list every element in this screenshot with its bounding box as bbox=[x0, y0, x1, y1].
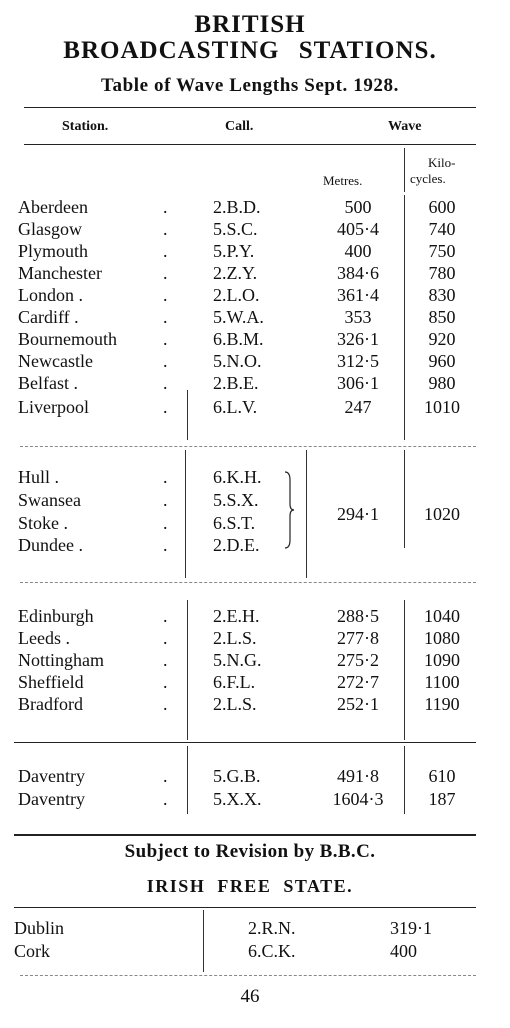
kilocycles-value: 1040 bbox=[424, 606, 460, 626]
call-sign: 6.K.H. bbox=[213, 467, 262, 487]
leader-dot: . bbox=[163, 241, 168, 261]
kilocycles-value: 1190 bbox=[424, 694, 460, 714]
table-row bbox=[0, 671, 510, 693]
metres-value: 252·1 bbox=[337, 694, 379, 714]
call-sign: 6.C.K. bbox=[248, 941, 296, 961]
leader-dot: . bbox=[163, 766, 168, 786]
table-row bbox=[0, 466, 510, 488]
station-name: Daventry bbox=[18, 789, 85, 809]
leader-dot: . bbox=[163, 513, 168, 533]
kilocycles-value: 1010 bbox=[424, 397, 460, 417]
station-name: Hull . bbox=[18, 467, 60, 487]
kilocycles-value: 960 bbox=[428, 351, 456, 371]
table-row bbox=[0, 372, 510, 394]
station-name: Manchester bbox=[18, 263, 102, 283]
metres-value: 353 bbox=[344, 307, 372, 327]
leader-dot: . bbox=[163, 397, 168, 417]
call-sign: 2.Z.Y. bbox=[213, 263, 258, 283]
kilocycles-value: 600 bbox=[428, 197, 456, 217]
irish-row bbox=[0, 940, 510, 962]
metres-value: 400 bbox=[390, 941, 417, 961]
group-separator bbox=[14, 742, 476, 743]
call-sign: 6.F.L. bbox=[213, 672, 256, 692]
kilocycles-value: 610 bbox=[428, 766, 456, 786]
group-separator bbox=[20, 582, 476, 583]
column-header-station: Station. bbox=[62, 119, 109, 134]
metres-value: 247 bbox=[344, 397, 372, 417]
table-row bbox=[0, 693, 510, 715]
metres-value: 288·5 bbox=[337, 606, 379, 626]
leader-dot: . bbox=[163, 650, 168, 670]
station-name: Sheffield bbox=[18, 672, 84, 692]
leader-dot: . bbox=[163, 285, 168, 305]
leader-dot: . bbox=[163, 490, 168, 510]
leader-dot: . bbox=[163, 467, 168, 487]
call-sign: 5.S.C. bbox=[213, 219, 258, 239]
leader-dot: . bbox=[163, 606, 168, 626]
subheader-kilocycles-line2: cycles. bbox=[410, 171, 446, 186]
table-row bbox=[0, 218, 510, 240]
subheader-kilocycles-line1: Kilo- bbox=[428, 155, 456, 170]
station-name: Nottingham bbox=[18, 650, 104, 670]
leader-dot: . bbox=[163, 219, 168, 239]
metres-value: 400 bbox=[344, 241, 372, 261]
kilocycles-value: 1100 bbox=[424, 672, 460, 692]
table-row bbox=[0, 649, 510, 671]
call-sign: 2.B.D. bbox=[213, 197, 261, 217]
call-sign: 2.L.S. bbox=[213, 694, 257, 714]
metres-value: 405·4 bbox=[337, 219, 379, 239]
metres-value: 384·6 bbox=[337, 263, 379, 283]
title-line-2: BROADCASTING STATIONS. bbox=[63, 37, 437, 64]
column-header-wave: Wave bbox=[388, 119, 422, 134]
call-sign: 5.X.X. bbox=[213, 789, 262, 809]
table-row bbox=[0, 240, 510, 262]
call-sign: 5.P.Y. bbox=[213, 241, 255, 261]
irish-heading: IRISH FREE STATE. bbox=[146, 876, 354, 896]
kilocycles-value: 1080 bbox=[424, 628, 460, 648]
kilocycles-value: 1090 bbox=[424, 650, 460, 670]
call-sign: 5.W.A. bbox=[213, 307, 264, 327]
station-name: Belfast . bbox=[18, 373, 78, 393]
station-name: Aberdeen bbox=[18, 197, 88, 217]
table-row bbox=[0, 534, 510, 556]
table-row bbox=[0, 328, 510, 350]
kilocycles-value: 920 bbox=[428, 329, 456, 349]
station-name: Edinburgh bbox=[18, 606, 94, 626]
call-sign: 2.L.O. bbox=[213, 285, 260, 305]
station-name: Cork bbox=[14, 941, 50, 961]
metres-value: 306·1 bbox=[337, 373, 379, 393]
table-row bbox=[0, 765, 510, 787]
call-sign: 2.B.E. bbox=[213, 373, 259, 393]
call-sign: 5.G.B. bbox=[213, 766, 261, 786]
table-row bbox=[0, 306, 510, 328]
metres-value: 294·1 bbox=[337, 504, 379, 524]
metres-value: 491·8 bbox=[337, 766, 379, 786]
leader-dot: . bbox=[163, 329, 168, 349]
call-sign: 2.D.E. bbox=[213, 535, 260, 555]
kilocycles-value: 980 bbox=[428, 373, 456, 393]
station-name: Bradford bbox=[18, 694, 83, 714]
title-line-1: BRITISH bbox=[194, 11, 306, 38]
metres-value: 361·4 bbox=[337, 285, 379, 305]
call-sign: 2.R.N. bbox=[248, 918, 296, 938]
leader-dot: . bbox=[163, 628, 168, 648]
column-rule-kilo-header bbox=[404, 148, 405, 192]
station-name: Swansea bbox=[18, 490, 81, 510]
call-sign: 6.L.V. bbox=[213, 397, 258, 417]
kilocycles-value: 830 bbox=[428, 285, 456, 305]
header-top-rule bbox=[24, 107, 476, 108]
header-bottom-rule bbox=[24, 144, 476, 145]
table-row bbox=[0, 396, 510, 418]
station-name: Cardiff . bbox=[18, 307, 79, 327]
table-row bbox=[0, 196, 510, 218]
station-name: Stoke . bbox=[18, 513, 69, 533]
kilocycles-value: 740 bbox=[428, 219, 456, 239]
page-number: 46 bbox=[240, 986, 260, 1007]
metres-value: 275·2 bbox=[337, 650, 379, 670]
station-name: London . bbox=[18, 285, 83, 305]
call-sign: 2.L.S. bbox=[213, 628, 257, 648]
leader-dot: . bbox=[163, 307, 168, 327]
leader-dot: . bbox=[163, 535, 168, 555]
metres-value: 1604·3 bbox=[332, 789, 384, 809]
group-separator bbox=[20, 446, 476, 447]
leader-dot: . bbox=[163, 263, 168, 283]
table-subtitle: Table of Wave Lengths Sept. 1928. bbox=[101, 75, 399, 96]
column-header-call: Call. bbox=[225, 119, 254, 134]
revision-note: Subject to Revision by B.B.C. bbox=[124, 841, 376, 862]
irish-top-rule bbox=[14, 907, 476, 908]
leader-dot: . bbox=[163, 789, 168, 809]
table-row bbox=[0, 627, 510, 649]
kilocycles-value: 780 bbox=[428, 263, 456, 283]
subheader-metres: Metres. bbox=[323, 173, 363, 188]
leader-dot: . bbox=[163, 197, 168, 217]
irish-bottom-rule bbox=[20, 975, 476, 976]
station-name: Plymouth bbox=[18, 241, 89, 261]
table-row bbox=[0, 350, 510, 372]
leader-dot: . bbox=[163, 373, 168, 393]
station-name: Dublin bbox=[14, 918, 65, 938]
station-name: Bournemouth bbox=[18, 329, 117, 349]
leader-dot: . bbox=[163, 694, 168, 714]
leader-dot: . bbox=[163, 351, 168, 371]
kilocycles-value: 187 bbox=[428, 789, 456, 809]
metres-value: 272·7 bbox=[337, 672, 379, 692]
metres-value: 326·1 bbox=[337, 329, 379, 349]
table-row-shared-wave bbox=[0, 503, 510, 525]
call-sign: 6.B.M. bbox=[213, 329, 264, 349]
metres-value: 277·8 bbox=[337, 628, 379, 648]
call-sign: 5.S.X. bbox=[213, 490, 259, 510]
table-row bbox=[0, 284, 510, 306]
table-bottom-rule bbox=[14, 834, 476, 836]
irish-row bbox=[0, 917, 510, 939]
metres-value: 319·1 bbox=[390, 918, 432, 938]
table-row bbox=[0, 788, 510, 810]
call-sign: 6.S.T. bbox=[213, 513, 256, 533]
station-name: Dundee . bbox=[18, 535, 83, 555]
metres-value: 312·5 bbox=[337, 351, 379, 371]
station-name: Leeds . bbox=[18, 628, 70, 648]
call-sign: 5.N.G. bbox=[213, 650, 262, 670]
metres-value: 500 bbox=[344, 197, 372, 217]
station-name: Liverpool bbox=[18, 397, 89, 417]
kilocycles-value: 750 bbox=[428, 241, 456, 261]
station-name: Newcastle bbox=[18, 351, 93, 371]
kilocycles-value: 850 bbox=[428, 307, 456, 327]
kilocycles-value: 1020 bbox=[424, 504, 460, 524]
station-name: Daventry bbox=[18, 766, 85, 786]
station-name: Glasgow bbox=[18, 219, 82, 239]
call-sign: 2.E.H. bbox=[213, 606, 260, 626]
table-row bbox=[0, 605, 510, 627]
leader-dot: . bbox=[163, 672, 168, 692]
table-row bbox=[0, 262, 510, 284]
call-sign: 5.N.O. bbox=[213, 351, 262, 371]
